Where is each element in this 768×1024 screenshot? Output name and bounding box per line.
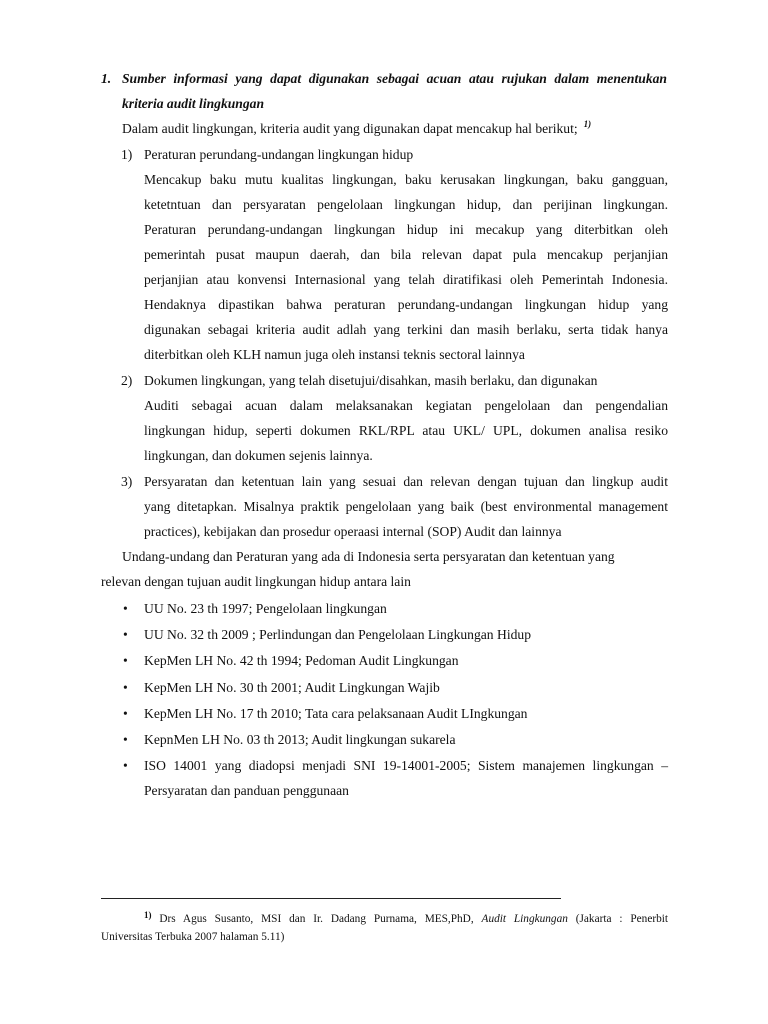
item-1-marker: 1) [121, 147, 133, 162]
intro-footnote-ref: 1) [583, 119, 592, 129]
item-2-title: Dokumen lingkungan, yang telah disetujui/disahkan, masih berlaku, dan digunakan [144, 373, 598, 388]
intro-paragraph [122, 120, 591, 139]
item-2-body-line: Auditi sebagai acuan dalam melaksanakan kegiatan pengelolaan dan pengendalian [144, 398, 668, 413]
item-1-body-line: Hendaknya dipastikan bahwa peraturan perundang-undangan lingkungan hidup yang [144, 297, 668, 312]
bullet-item: KepnMen LH No. 03 th 2013; Audit lingkungan sukarela [144, 732, 456, 747]
bullet-item: KepMen LH No. 30 th 2001; Audit Lingkungan Wajib [144, 680, 440, 695]
item-1-body-line: pemerintah pusat maupun daerah, dan bila relevan dapat pula mencakup perjanjian [144, 247, 668, 262]
item-1-body-line: Mencakup baku mutu kualitas lingkungan, baku kerusakan lingkungan, baku gangguan, [144, 172, 668, 187]
footnote-authors: Drs Agus Susanto, MSI dan Ir. Dadang Purnama, MES,PhD, [159, 913, 474, 925]
paragraph-line1: Undang-undang dan Peraturan yang ada di Indonesia serta persyaratan dan ketentuan yang [122, 549, 615, 564]
bullet-icon: • [123, 732, 128, 747]
item-2-body-line: lingkungan, dan dokumen sejenis lainnya. [144, 448, 373, 463]
intro-text: Dalam audit lingkungan, kriteria audit yang digunakan dapat mencakup hal berikut; [122, 121, 578, 136]
item-3-title: Persyaratan dan ketentuan lain yang sesuai dan relevan dengan tujuan dan lingkup audit [144, 474, 668, 489]
bullet-item-continuation: Persyaratan dan panduan penggunaan [144, 783, 349, 798]
bullet-item: UU No. 23 th 1997; Pengelolaan lingkungan [144, 601, 387, 616]
bullet-icon: • [123, 680, 128, 695]
item-1-body-line: ketetntuan dan persyaratan pengelolaan lingkungan hidup, dan perijinan lingkungan. [144, 197, 668, 212]
bullet-icon: • [123, 706, 128, 721]
bullet-item: UU No. 32 th 2009 ; Perlindungan dan Pengelolaan Lingkungan Hidup [144, 627, 531, 642]
item-1-body-line: digunakan sebagai kriteria audit adlah yang terkini dan masih berlaku, serta tidak hanya [144, 322, 668, 337]
paragraph-line2: relevan dengan tujuan audit lingkungan hidup antara lain [101, 574, 411, 589]
footnote-marker: 1) [144, 910, 152, 920]
item-1-title: Peraturan perundang-undangan lingkungan hidup [144, 147, 414, 162]
item-1-body-line: perjanjian atau konvensi Internasional yang telah diratifikasi oleh Pemerintah Indonesia. [144, 272, 668, 287]
item-1-body-line: diterbitkan oleh KLH namun juga oleh instansi teknis sectoral lainnya [144, 347, 525, 362]
section-title-line1: Sumber informasi yang dapat digunakan sebagai acuan atau rujukan dalam menentukan [122, 71, 667, 86]
item-2-marker: 2) [121, 373, 133, 388]
bullet-icon: • [123, 601, 128, 616]
bullet-item: KepMen LH No. 42 th 1994; Pedoman Audit Lingkungan [144, 653, 459, 668]
bullet-icon: • [123, 758, 128, 773]
footnote-line1 [144, 911, 668, 927]
item-3-marker: 3) [121, 474, 133, 489]
footnote-line2: Universitas Terbuka 2007 halaman 5.11) [101, 931, 285, 943]
section-title-line2: kriteria audit lingkungan [122, 96, 265, 111]
item-1-body-line: Peraturan perundang-undangan lingkungan hidup ini mecakup yang diterbitkan oleh [144, 222, 668, 237]
item-3-body-line: practices), kebijakan dan prosedur operaasi internal (SOP) Audit dan lainnya [144, 524, 562, 539]
bullet-icon: • [123, 627, 128, 642]
item-2-body-line: lingkungan hidup, seperti dokumen RKL/RPL atau UKL/ UPL, dokumen analisa resiko [144, 423, 668, 438]
footnote-book-title: Audit Lingkungan [481, 913, 568, 925]
bullet-item: KepMen LH No. 17 th 2010; Tata cara pelaksanaan Audit LIngkungan [144, 706, 528, 721]
bullet-icon: • [123, 653, 128, 668]
bullet-item: ISO 14001 yang diadopsi menjadi SNI 19-14001-2005; Sistem manajemen lingkungan – [144, 758, 668, 773]
item-3-body-line: yang ditetapkan. Misalnya praktik pengelolaan yang baik (best environmental management [144, 499, 668, 514]
footnote-separator [101, 898, 561, 899]
footnote-publisher: (Jakarta : Penerbit [575, 913, 669, 925]
section-number: 1. [101, 71, 112, 86]
